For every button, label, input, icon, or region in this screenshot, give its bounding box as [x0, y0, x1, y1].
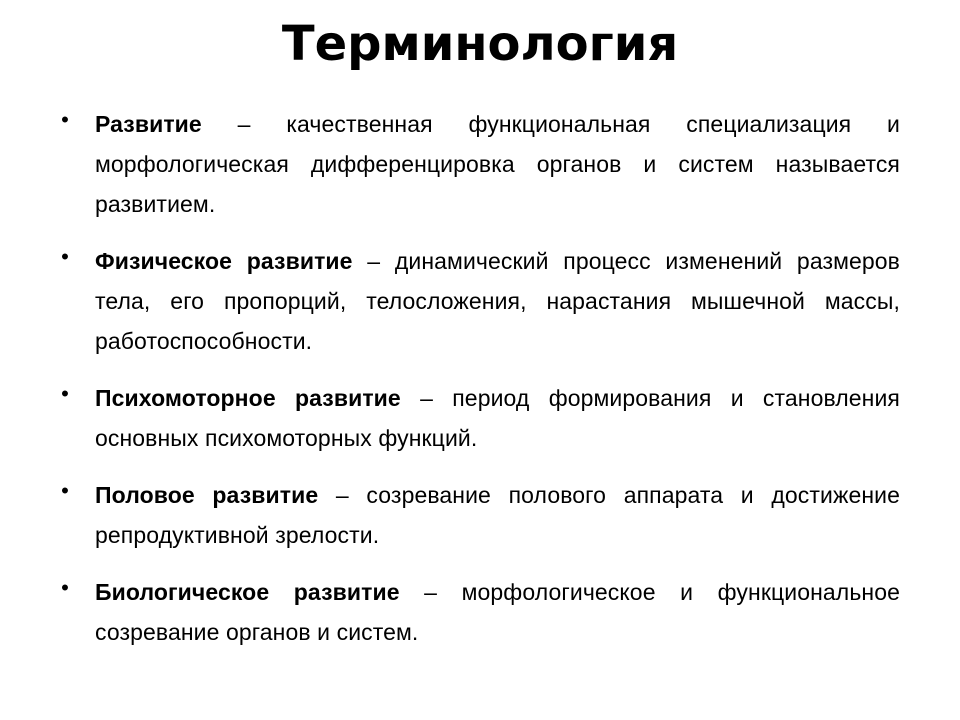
term-list: [0, 104, 960, 669]
term-definition: – морфологическое и функциональное созревание органов и систем.: [95, 579, 900, 645]
bullet-icon: •: [61, 107, 69, 132]
bullet-icon: •: [61, 244, 69, 269]
slide-title: Терминология: [281, 16, 679, 72]
term-label: Развитие: [95, 111, 202, 137]
bullet-icon: •: [61, 381, 69, 406]
bullet-icon: •: [61, 478, 69, 503]
term-definition: – период формирования и становления основных психомоторных функций.: [95, 385, 900, 451]
list-item: [61, 104, 900, 224]
term-label: Психомоторное развитие: [95, 385, 401, 411]
list-item: [61, 378, 900, 458]
list-item: [61, 475, 901, 555]
term-definition: – качественная функциональная специализация и морфологическая дифференцировка органов и систем называется развитием.: [95, 111, 900, 217]
term-label: Биологическое развитие: [95, 579, 400, 605]
term-label: Половое развитие: [95, 482, 319, 508]
term-label: Физическое развитие: [95, 248, 353, 274]
term-definition: – созревание полового аппарата и достижение репродуктивной зрелости.: [95, 482, 901, 548]
list-item: [61, 572, 900, 652]
term-definition: – динамический процесс изменений размеров тела, его пропорций, телосложения, нарастания мышечной массы, работоспособности.: [95, 248, 901, 354]
list-item: [61, 241, 901, 361]
bullet-icon: •: [61, 575, 69, 600]
